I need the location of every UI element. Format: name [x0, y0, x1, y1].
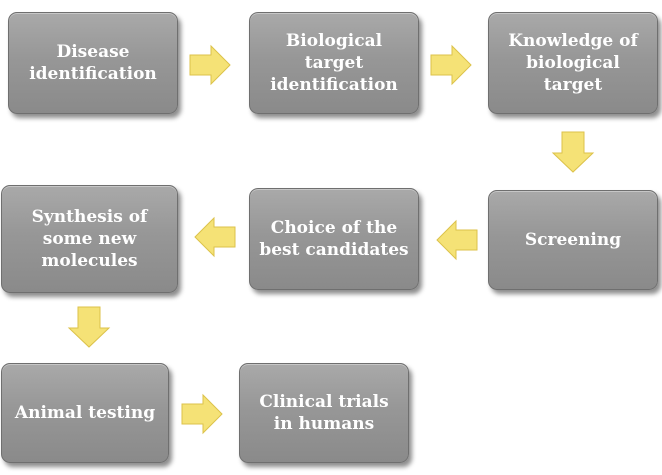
step-animal-testing [1, 363, 169, 463]
step-label: Choice of the best candidates [259, 218, 409, 260]
arrow-right-icon [182, 395, 222, 433]
step-label: Synthesis of some new molecules [31, 207, 148, 271]
step-label: Clinical trials in humans [259, 392, 389, 434]
arrow-right-icon [431, 46, 471, 84]
arrow-right-icon [190, 46, 230, 84]
step-choice-of-best-candidates [249, 188, 419, 290]
step-disease-identification [8, 12, 178, 114]
step-label: Animal testing [14, 403, 156, 423]
step-label: Knowledge of biological target [508, 31, 638, 95]
step-knowledge-of-biological-target [488, 12, 658, 114]
arrow-down-icon [69, 307, 109, 347]
arrow-down-icon [553, 132, 593, 172]
step-clinical-trials-in-humans [239, 363, 409, 463]
arrow-left-icon [437, 221, 477, 259]
step-label: Disease identification [29, 42, 157, 84]
step-label: Screening [524, 230, 622, 250]
arrow-left-icon [195, 218, 235, 256]
step-biological-target-identification [249, 12, 419, 114]
step-label: Biological target identification [270, 31, 398, 95]
step-screening [488, 190, 658, 290]
step-synthesis-of-new-molecules [1, 185, 178, 293]
